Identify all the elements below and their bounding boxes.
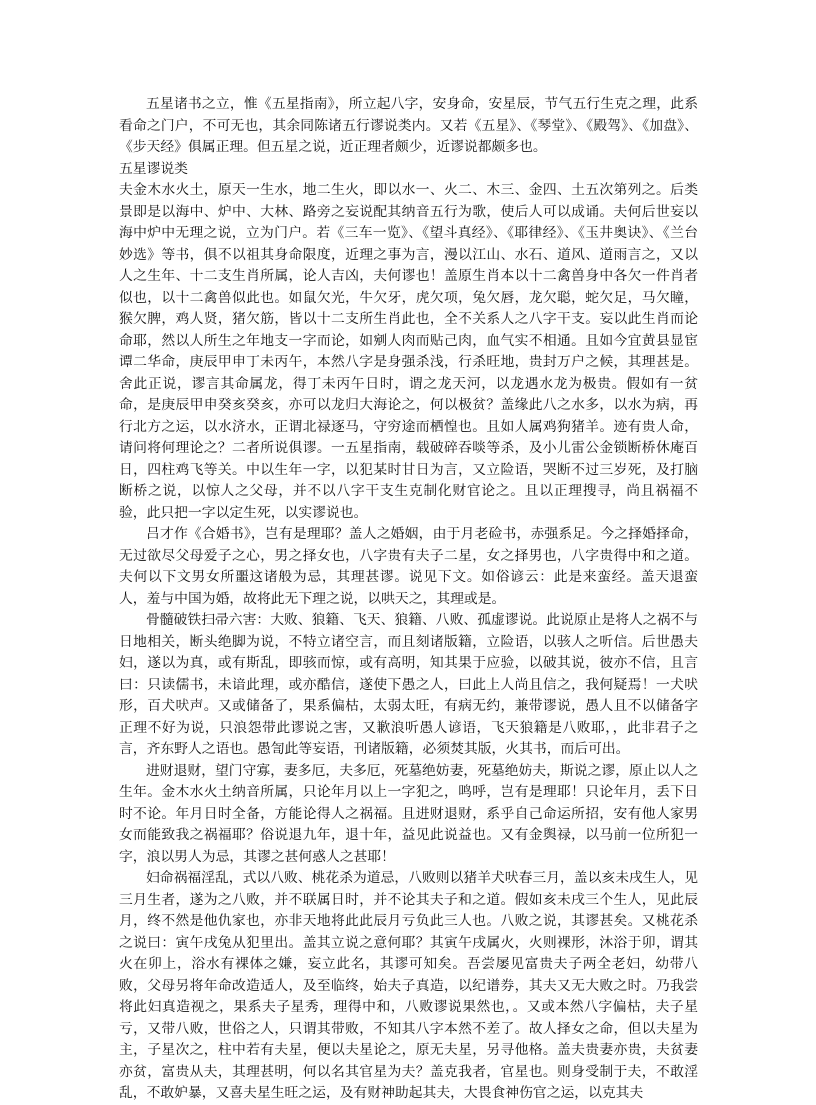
section-heading: 五星谬说类 bbox=[119, 160, 188, 177]
body-paragraph: 骨髓破铁扫帚六害：大败、狼籍、飞天、狼籍、八败、孤虚谬说。此说原止是将人之祸不与日地相关，断头绝脚为说，不特立诸空言，而且刻诸版籍，立险语，以骇人之听信。后世愚夫妇，遂以为真，或有斯乱，即骇而惊，或有高明，知其果于应验，以破其说，彼亦不信，且言曰：只读儒书，未谙此理，或亦酷信，遂使下愚之人，曰此上人尚且信之，我何疑焉！一犬吠形，百犬吠声。又或储备了，果系偏枯，太弱太旺，有病无约，兼带谬说，愚人且不以储备字正理不好为说，只浪怨带此谬说之害，又歉浪听愚人谚语，飞天狼籍是八败耶，，此非君子之言，齐东野人之语也。愚訇此等妄语，刊诸版籍，必须焚其版，火其书，而后可出。 bbox=[119, 612, 698, 757]
intro-paragraph: 五星诸书之立，惟《五星指南》，所立起八字，安身命，安星辰，节气五行生克之理，此系看命之门户，不可无也，其余同陈诸五行谬说类内。又若《五星》、《琴堂》、《殿驾》、《加盘》、《步天经》俱属正理。但五星之说，近正理者颇少，近谬说都颇多也。 bbox=[119, 96, 698, 155]
body-paragraph: 妇命祸福淫乱，式以八败、桃花杀为道忌，八败则以猪羊犬吠春三月，盖以亥未戌生人，见三月生者，遂为之八败，并不联属日时，并不论其夫子和之道。假如亥未戌三个生人，见此辰月，终不然是他仇家也，亦非天地将此此辰月亏负此三人也。八败之说，其谬甚矣。又桃花杀之说曰：寅午戌兔从犯里出。盖其立说之意何耶？其寅午戌属火，火则裸形，沐浴于卯，谓其火在卯上，浴水有裸体之嫌，妄立此名，其谬可知矣。吾尝屡见富贵夫子两全老妇，幼带八败，父母另将年命改造适人，及至临终，始夫子真造，以纪谱券，其夫又无大败之时。乃我尝将此妇真造视之，果系夫子星秀，理得中和，八败谬说果然也，。又或本然八字偏枯，夫子星亏，又带八败，世俗之人，只谓其带败，不知其八字本然不差了。故人择女之命，但以夫星为主，子星次之，柱中若有夫星，便以夫星论之，原无夫星，另寻他格。盖夫贵妻亦贵，夫贫妻亦贫，富贵从夫，其理甚明，何以名其官星为夫？盖克我者，官星也。则身受制于夫，不敢淫乱，不敢妒暴，又喜夫星生旺之运，及有财神助起其夫，大畏食神伤官之运，以克其夫 bbox=[119, 870, 698, 1101]
body-paragraph: 进财退财，望门守寡，妻多厄，夫多厄，死墓绝妨妻，死墓绝妨夫，斯说之谬，原止以人之生年。金木水火土纳音所属，只论年月以上一字犯之，鸣呼，岂有是理耶！只论年月，丢下日时不论。年月日时全备，方能论得人之祸福。且进财退财，系乎自己命运所招，安有他人家男女而能致我之祸福耶？俗说退九年，退十年，益见此说益也。又有金舆禄，以马前一位所犯一字，浪以男人为忌，其谬之甚何惑人之甚耶！ bbox=[119, 762, 698, 865]
body-paragraph: 夫金木水火土，原天一生水，地二生火，即以水一、火二、木三、金四、土五次第列之。后类景即是以海中、炉中、大林、路旁之妄说配其纳音五行为歌，使后人可以成诵。夫何后世妄以海中炉中无理之说，立为门户。若《三车一览》、《望斗真经》、《耶律经》、《玉井奥诀》、《兰台妙选》等书，俱不以祖其身命限度，近理之事为言，漫以江山、水石、道风、道雨言之，又以人之生年、十二支生肖所属，论人吉凶，夫何谬也！盖原生肖本以十二禽兽身中各欠一件肖者似也，以十二禽兽似此也。如鼠欠光，牛欠牙，虎欠项，兔欠唇，龙欠聪，蛇欠足，马欠瞳，猴欠脾，鸡人贤，猪欠筋，皆以十二支所生肖此也，全不关系人之八字干支。妄以此生肖而论命耶，然以人所生之年地支一字而论，如剜人肉而贴己肉，血气实不相通。且如今宜黄县显宦谭二华命，庚辰甲申丁未丙午，本然八字是身强杀浅，行杀旺地，贵封万户之候，其理甚是。舍此正说，谬言其命属龙，得丁未丙午日时，谓之龙天河，以龙遇水龙为极贵。假如有一贫命，是庚辰甲申癸亥癸亥，亦可以龙归大海论之，何以极贫？盖缘此八之水多，以水为病，再行北方之运，以水济水，正谓北禄逐马，守穷途而栖惶也。且如人属鸡狗猪羊。迹有贵人命，请问将何理论之？二者所说俱谬。一五星指南，载破碎吞啖等杀，及小儿雷公金锁断桥休庵百日，四柱鸡飞等关。中以生年一字，以犯某时甘日为言，又立险语，哭断不过三岁死，及打脑断桥之说，以惊人之父母，并不以八字干支生克制化财官论之。且以正理搜寻，尚且祸福不验，此只把一字以定生死，以实谬说也。 bbox=[119, 182, 698, 521]
body-paragraph: 吕才作《合婚书》，岂有是理耶？盖人之婚姻，由于月老硷书，赤强系足。今之择婚择命，无过欲尽父母爱子之心，男之择女也，八字贵有夫子二星，女之择男也，八字贵得中和之道。夫何以下文男女所噩这诸般为忌，其理甚谬。说见下文。如俗谚云：此是来蛮经。盖天退蛮人，羞与中国为婚，故将此无下理之说，以哄天之，其理或是。 bbox=[119, 526, 698, 607]
